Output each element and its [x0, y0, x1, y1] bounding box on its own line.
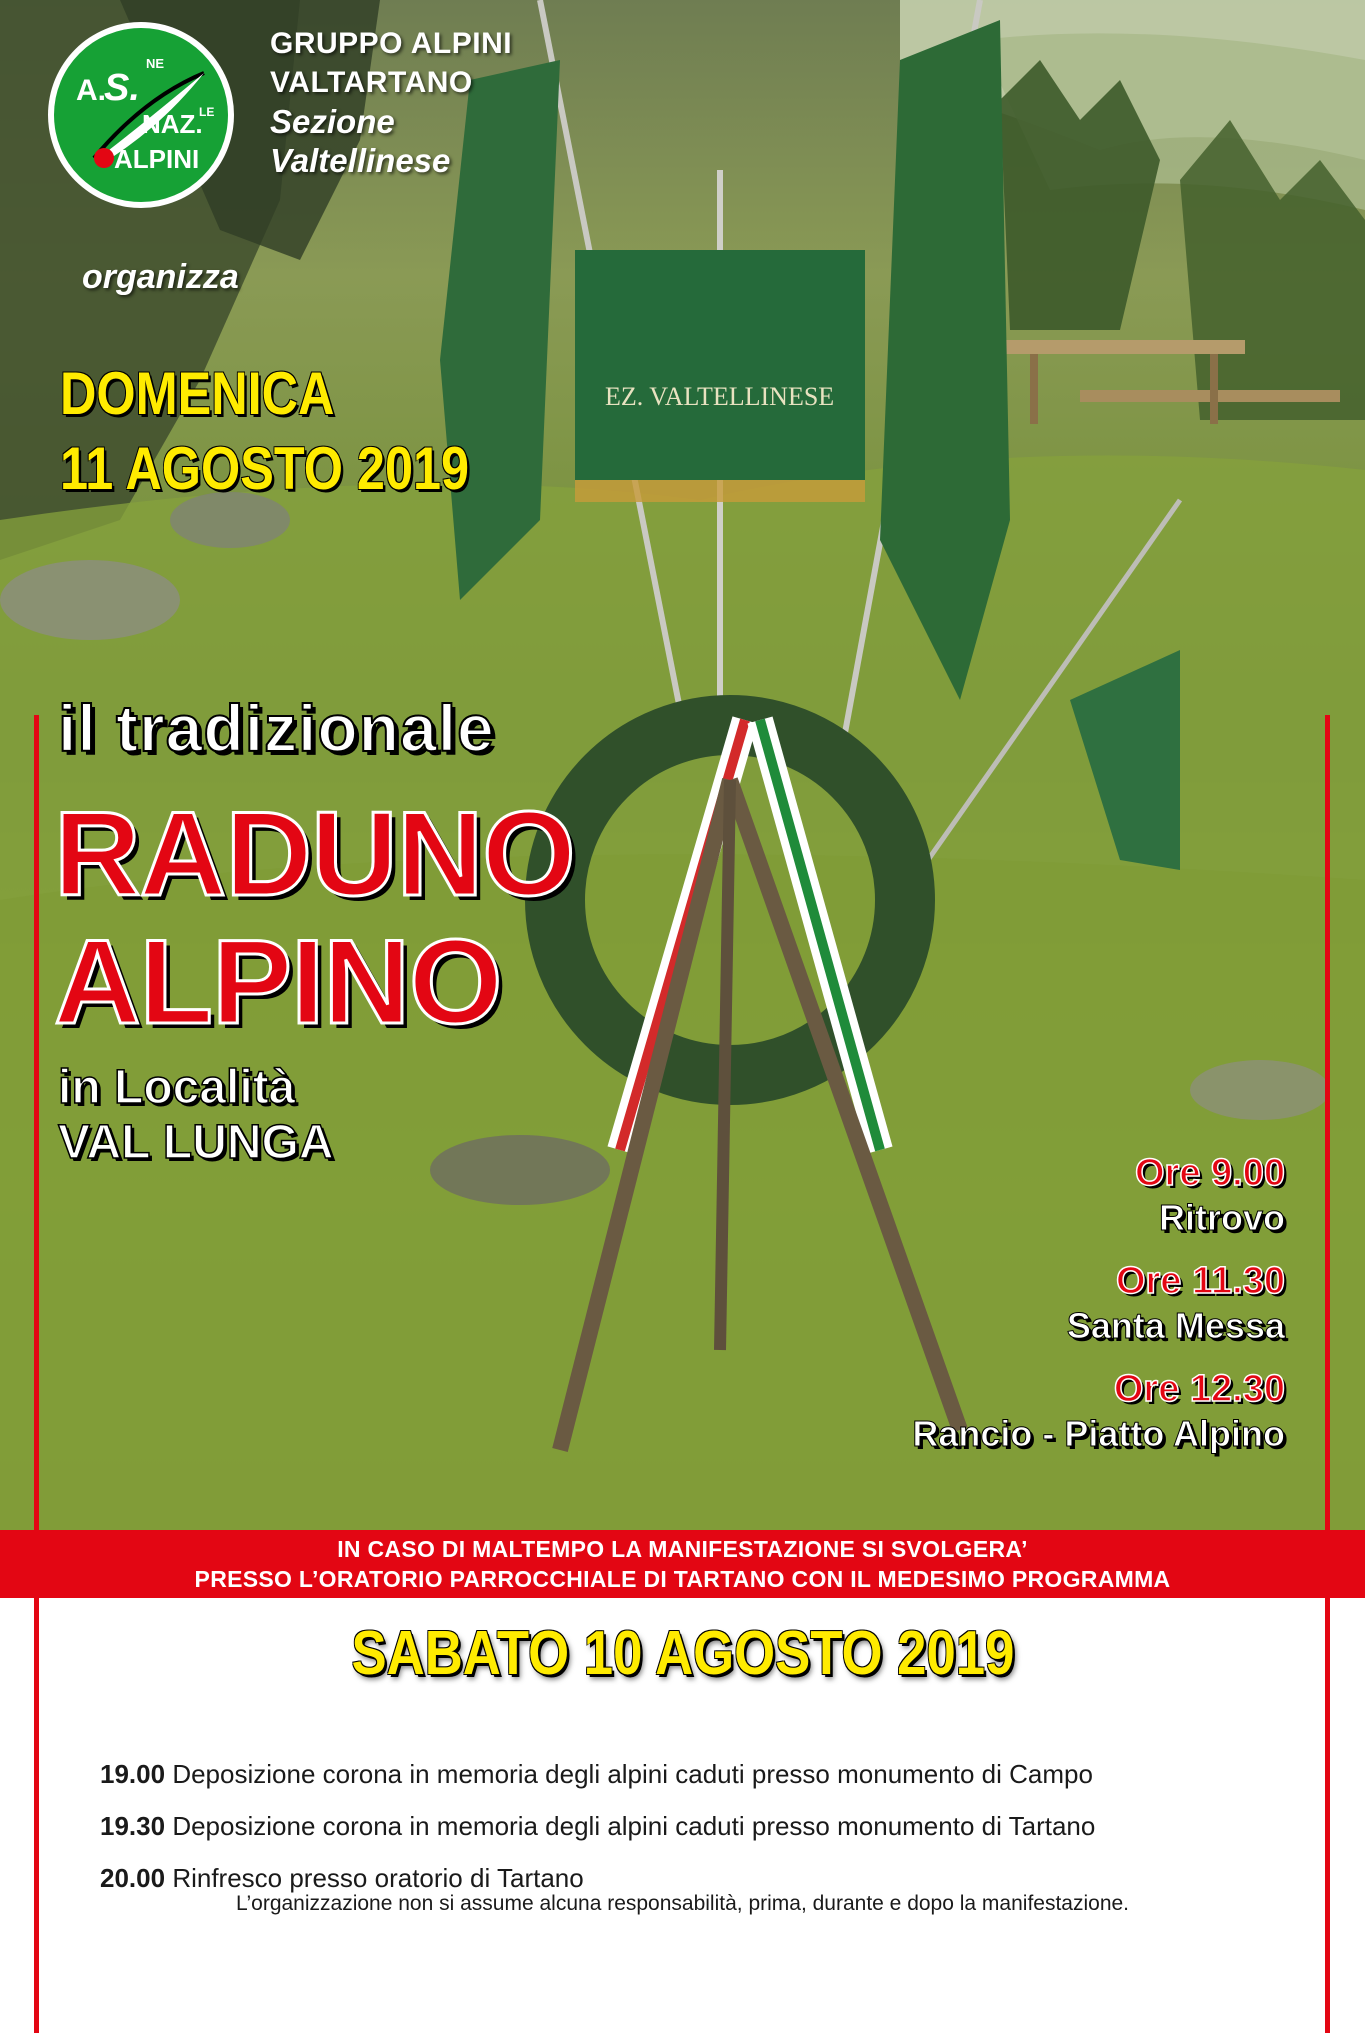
logo-ne: NE [146, 56, 165, 71]
organizza-label: organizza [82, 258, 239, 296]
logo-le: LE [199, 105, 215, 119]
banner-line2: PRESSO L’ORATORIO PARROCCHIALE DI TARTANO CON IL MEDESIMO PROGRAMMA [194, 1566, 1171, 1592]
organizer-line3: Sezione [270, 103, 395, 140]
organizer-line4: Valtellinese [270, 142, 451, 179]
event-text: Deposizione corona in memoria degli alpini caduti presso monumento di Campo [172, 1759, 1093, 1789]
logo-alpini: ALPINI [114, 144, 200, 174]
logo-naz: NAZ. [142, 109, 203, 139]
main-date-day: DOMENICA [60, 360, 335, 427]
organizer-line2: VALTARTANO [270, 66, 473, 99]
main-date-full: 11 AGOSTO 2019 [60, 435, 470, 502]
list-item [100, 1800, 1300, 1852]
list-item [100, 1748, 1300, 1800]
sunday-schedule [912, 1150, 1285, 1474]
schedule-label: Rancio - Piatto Alpino [912, 1413, 1285, 1454]
schedule-time: Ore 9.00 [1135, 1152, 1285, 1194]
schedule-label: Santa Messa [1066, 1305, 1285, 1346]
event-text: Rinfresco presso oratorio di Tartano [172, 1863, 584, 1893]
organizer-block [270, 24, 512, 180]
event-title-line2: ALPINO [54, 915, 502, 1049]
svg-text:S.: S. [104, 67, 140, 109]
disclaimer: L’organizzazione non si assume alcuna responsabilità, prima, durante e dopo la manifestazione. [235, 1892, 1130, 1915]
red-frame-left [34, 715, 39, 2033]
event-location-line1: in Località [58, 1061, 296, 1114]
event-time: 19.00 [100, 1759, 166, 1789]
saturday-title-text: SABATO 10 AGOSTO 2019 [351, 1619, 1014, 1688]
event-text: Deposizione corona in memoria degli alpini caduti presso monumento di Tartano [172, 1811, 1096, 1841]
ana-emblem-icon [54, 28, 228, 202]
bad-weather-banner [0, 1530, 1365, 1598]
ana-logo [48, 22, 234, 208]
main-date [60, 356, 469, 506]
banner-flag-text: EZ. VALTELLINESE [605, 382, 835, 411]
schedule-time: Ore 12.30 [1113, 1368, 1285, 1410]
event-location-line2: VAL LUNGA [58, 1116, 334, 1169]
event-title-line1: RADUNO [54, 787, 575, 921]
event-intro: il tradizionale [58, 691, 495, 765]
event-location [58, 1060, 334, 1170]
schedule-label: Ritrovo [1159, 1197, 1285, 1238]
event-title [54, 787, 575, 1049]
event-time: 20.00 [100, 1863, 166, 1893]
saturday-events [100, 1748, 1300, 1904]
saturday-title [0, 1618, 1365, 1689]
svg-text:A.: A. [76, 74, 106, 107]
red-frame-right [1325, 715, 1330, 2033]
banner-line1: IN CASO DI MALTEMPO LA MANIFESTAZIONE SI SVOLGERA’ [337, 1536, 1028, 1562]
organizer-line1: GRUPPO ALPINI [270, 27, 513, 60]
event-time: 19.30 [100, 1811, 166, 1841]
schedule-time: Ore 11.30 [1115, 1260, 1285, 1302]
